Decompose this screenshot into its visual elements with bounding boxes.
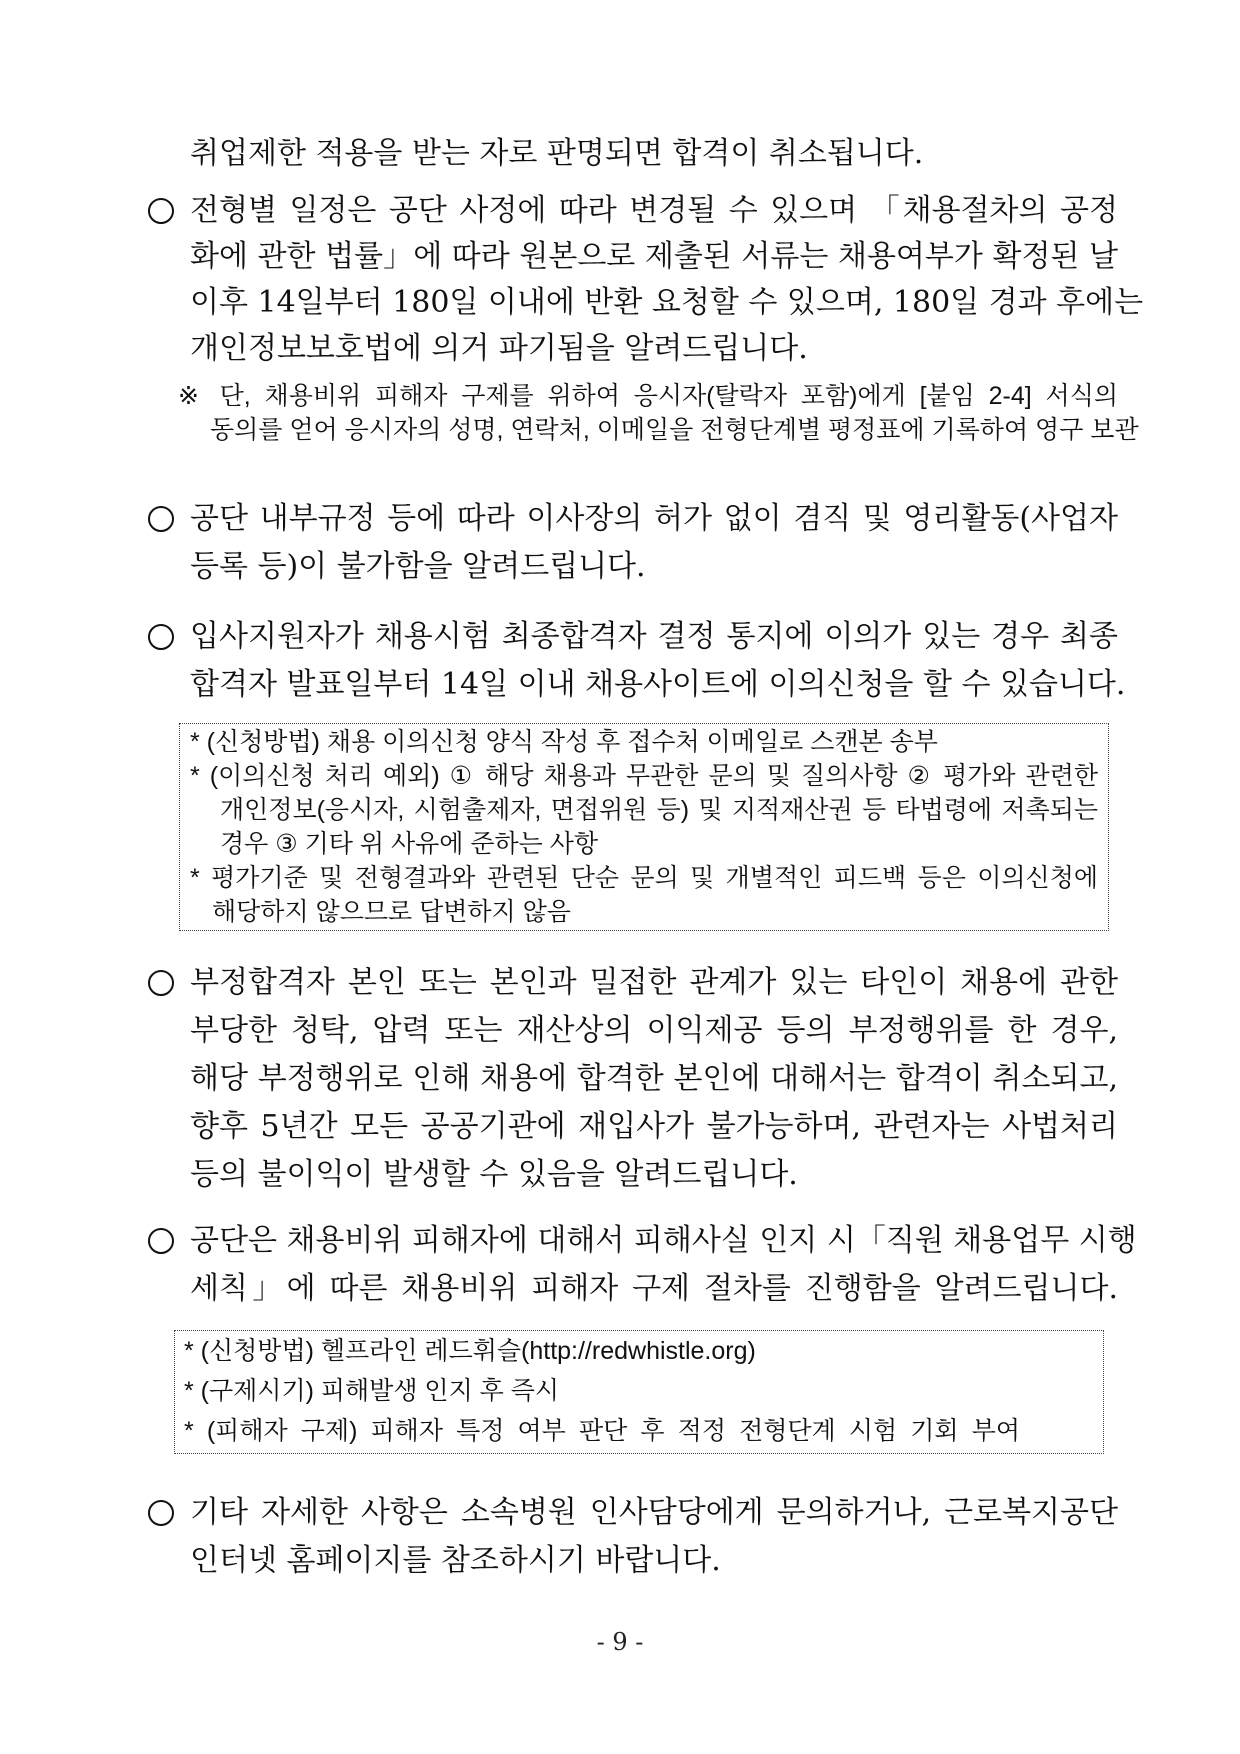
victim-box-line: * (구제시기) 피해발생 인지 후 즉시 xyxy=(184,1377,560,1405)
appeal-text-line: 합격자 발표일부터 14일 이내 채용사이트에 이의신청을 할 수 있습니다. xyxy=(190,667,1126,702)
circle-bullet-icon xyxy=(148,1228,174,1254)
circle-bullet-icon xyxy=(148,970,174,996)
fraud-text-line: 등의 불이익이 발생할 수 있음을 알려드립니다. xyxy=(190,1157,798,1192)
fraud-text-line: 부당한 청탁, 압력 또는 재산상의 이익제공 등의 부정행위를 한 경우, xyxy=(190,1013,1118,1048)
fraud-text-line: 해당 부정행위로 인해 채용에 합격한 본인에 대해서는 합격이 취소되고, xyxy=(190,1061,1118,1096)
schedule-text-line: 이후 14일부터 180일 이내에 반환 요청할 수 있으며, 180일 경과 후에는 xyxy=(190,285,1144,320)
appeal-box-line: * (신청방법) 채용 이의신청 양식 작성 후 접수처 이메일로 스캔본 송부 xyxy=(190,728,938,756)
intro-line: 취업제한 적용을 받는 자로 판명되면 합격이 취소됩니다. xyxy=(190,136,924,171)
contact-text-line: 기타 자세한 사항은 소속병원 인사담당에게 문의하거나, 근로복지공단 xyxy=(190,1495,1118,1530)
appeal-box-line: 개인정보(응시자, 시험출제자, 면접위원 등) 및 지적재산권 등 타법령에 저촉되는 xyxy=(220,796,1098,824)
victim-box-line: * (피해자 구제) 피해자 특정 여부 판단 후 적정 전형단계 시험 기회 부여 xyxy=(184,1417,1020,1445)
circle-bullet-icon xyxy=(148,198,174,224)
circle-bullet-icon xyxy=(148,506,174,532)
retention-note-line: 동의를 얻어 응시자의 성명, 연락처, 이메일을 전형단계별 평정표에 기록하여 영구 보관 xyxy=(210,416,1139,444)
page-number: - 9 - xyxy=(596,1628,644,1656)
contact-text-line: 인터넷 홈페이지를 참조하시기 바랍니다. xyxy=(190,1543,721,1578)
schedule-text-line: 개인정보보호법에 의거 파기됨을 알려드립니다. xyxy=(190,331,808,366)
circle-bullet-icon xyxy=(148,624,174,650)
appeal-box-line: 해당하지 않으므로 답변하지 않음 xyxy=(212,898,571,926)
appeal-box-line: 경우 ③ 기타 위 사유에 준하는 사항 xyxy=(220,830,599,858)
fraud-text-line: 부정합격자 본인 또는 본인과 밀접한 관계가 있는 타인이 채용에 관한 xyxy=(190,965,1118,1000)
side-job-text-line: 공단 내부규정 등에 따라 이사장의 허가 없이 겸직 및 영리활동(사업자 xyxy=(190,501,1118,536)
victim-text-line: 세칙」에 따른 채용비위 피해자 구제 절차를 진행함을 알려드립니다. xyxy=(190,1271,1118,1306)
victim-text-line: 공단은 채용비위 피해자에 대해서 피해사실 인지 시「직원 채용업무 시행 xyxy=(190,1223,1137,1258)
appeal-box-line: * 평가기준 및 전형결과와 관련된 단순 문의 및 개별적인 피드백 등은 이의신청에 xyxy=(190,864,1098,892)
fraud-text-line: 향후 5년간 모든 공공기관에 재입사가 불가능하며, 관련자는 사법처리 xyxy=(190,1109,1118,1144)
appeal-text-line: 입사지원자가 채용시험 최종합격자 결정 통지에 이의가 있는 경우 최종 xyxy=(190,619,1118,654)
schedule-text-line: 전형별 일정은 공단 사정에 따라 변경될 수 있으며 「채용절차의 공정 xyxy=(190,193,1118,228)
side-job-text-line: 등록 등)이 불가함을 알려드립니다. xyxy=(190,549,646,584)
circle-bullet-icon xyxy=(148,1500,174,1526)
appeal-box-line: * (이의신청 처리 예외) ① 해당 채용과 무관한 문의 및 질의사항 ② 평가와 관련한 xyxy=(190,762,1098,790)
schedule-text-line: 화에 관한 법률」에 따라 원본으로 제출된 서류는 채용여부가 확정된 날 xyxy=(190,239,1118,274)
victim-box-line: * (신청방법) 헬프라인 레드휘슬(http://redwhistle.org) xyxy=(184,1337,756,1365)
retention-note-line: ※ 단, 채용비위 피해자 구제를 위하여 응시자(탈락자 포함)에게 [붙임 2-4] 서식의 xyxy=(178,382,1118,410)
